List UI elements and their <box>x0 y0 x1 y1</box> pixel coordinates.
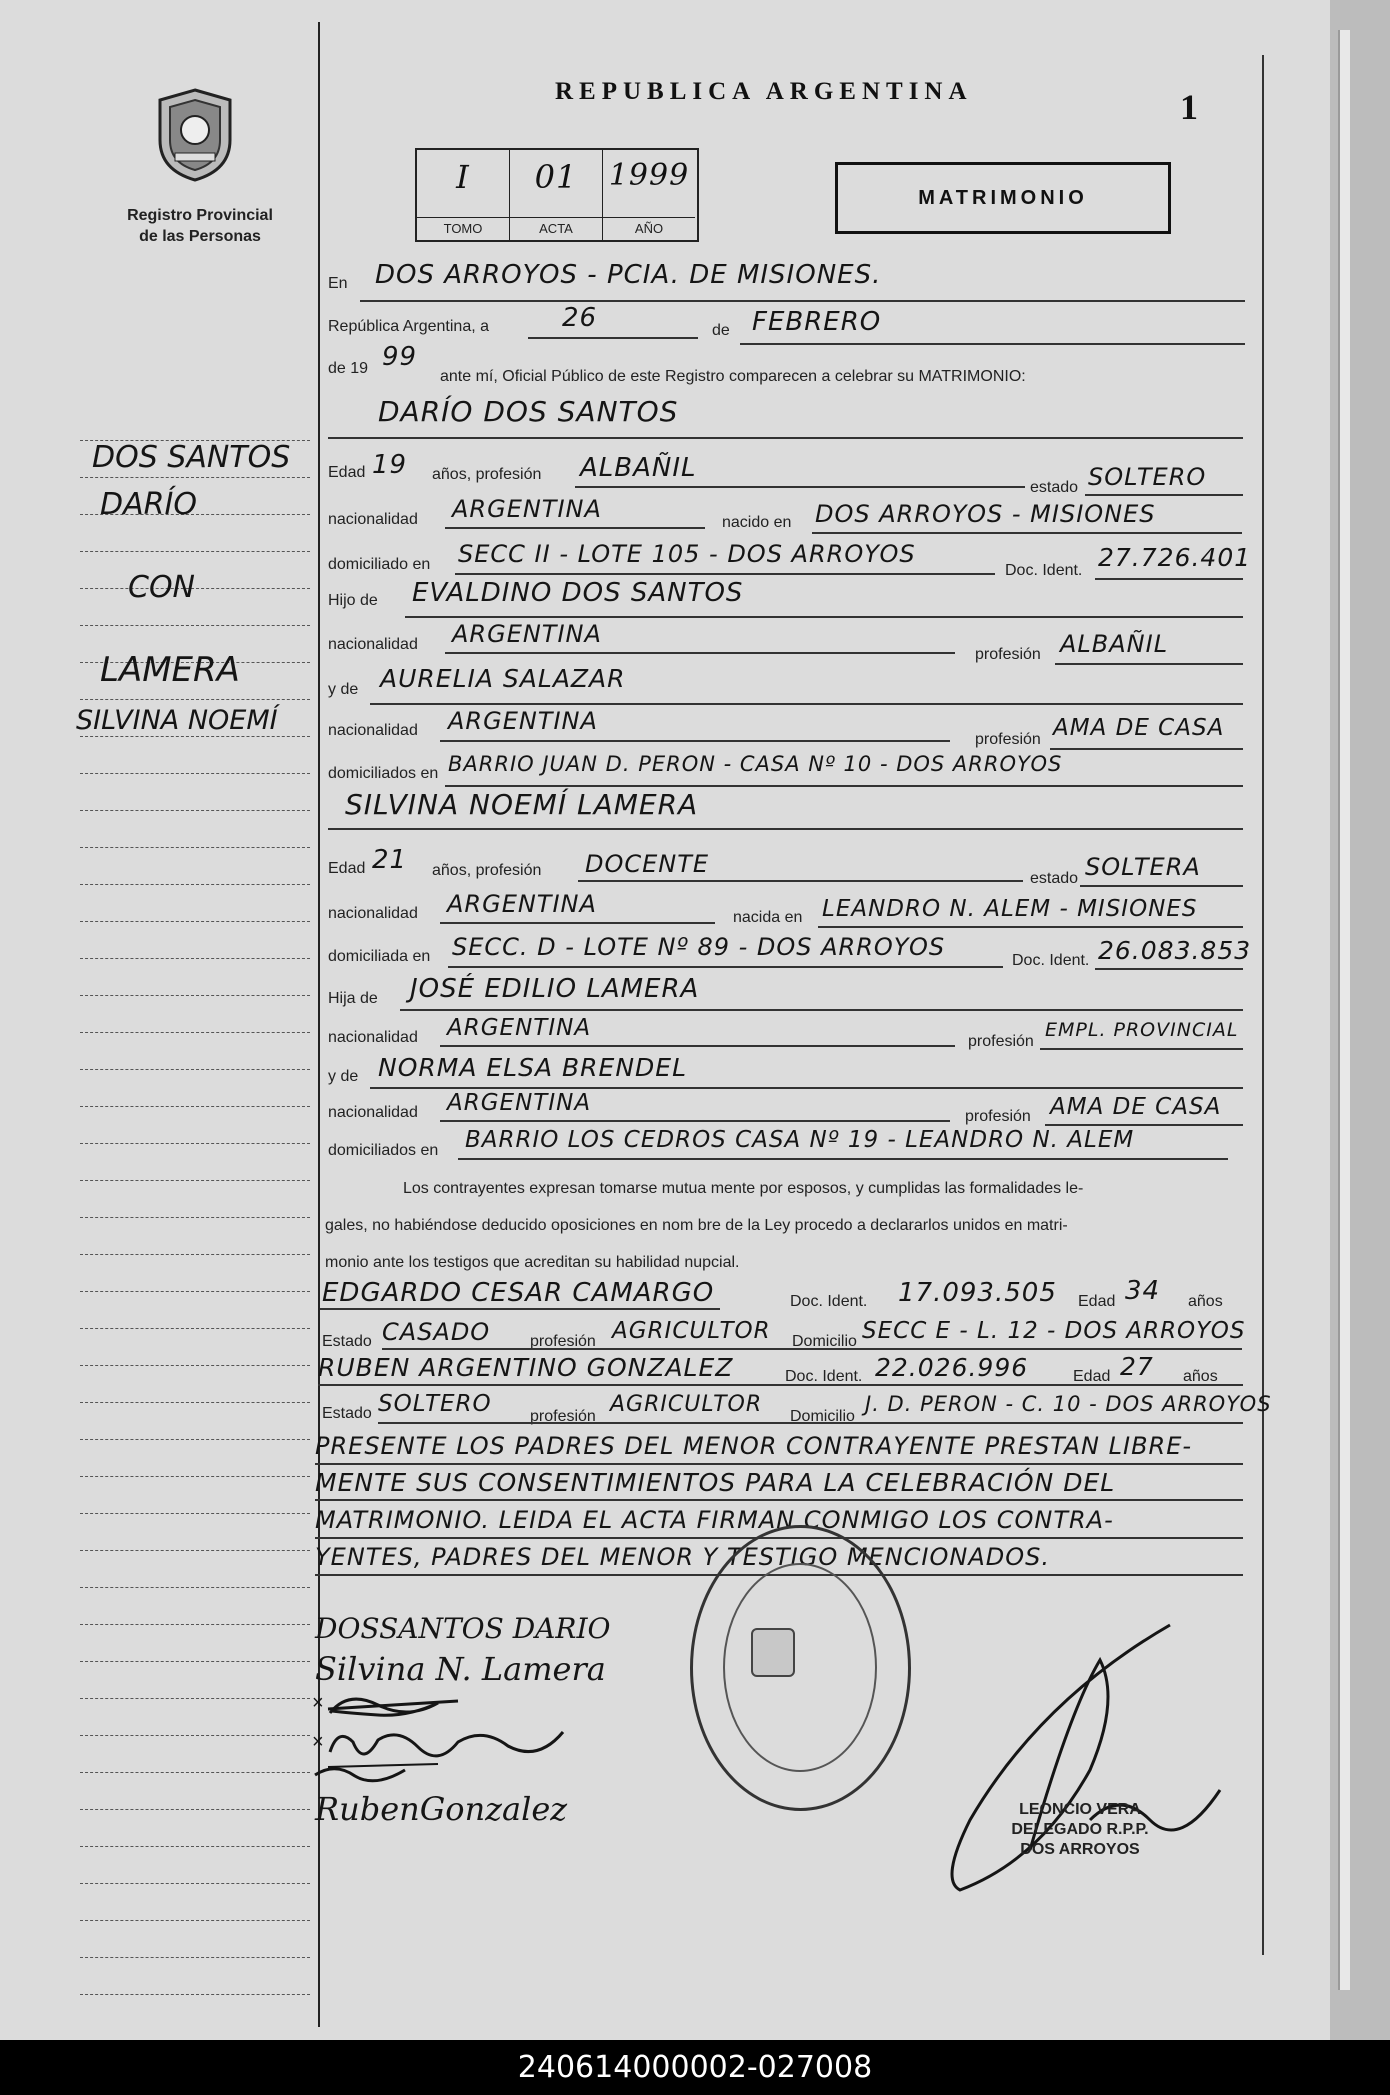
groom-yde-label: y de <box>328 681 359 698</box>
witness1-anos-label: años <box>1188 1293 1223 1310</box>
bride-yde-label: y de <box>328 1068 359 1085</box>
bride-estado: SOLTERA <box>1085 853 1201 881</box>
groom-birthplace: DOS ARROYOS - MISIONES <box>815 500 1156 528</box>
hija-label: Hija de <box>328 990 378 1007</box>
groom-father-nat-label: nacionalidad <box>328 636 418 653</box>
bride-father: JOSÉ EDILIO LAMERA <box>410 974 700 1004</box>
witness1-estado: CASADO <box>382 1318 491 1346</box>
notes-line-3: MATRIMONIO. LEIDA EL ACTA FIRMAN CONMIGO LOS CONTRA- <box>315 1506 1114 1534</box>
republica-label: República Argentina, a <box>328 318 489 335</box>
groom-dom-label: domiciliado en <box>328 556 431 573</box>
margin-rule-line <box>80 1365 310 1366</box>
groom-father: EVALDINO DOS SANTOS <box>412 578 744 608</box>
bride-birthplace: LEANDRO N. ALEM - MISIONES <box>822 896 1198 922</box>
witness2-profession: AGRICULTOR <box>610 1392 763 1417</box>
bride-mother-profession: AMA DE CASA <box>1050 1094 1222 1120</box>
witness1-age: 34 <box>1125 1276 1161 1306</box>
country-title: REPUBLICA ARGENTINA <box>555 78 973 105</box>
registry-line-1: Registro Provincial <box>127 207 273 224</box>
margin-rule-line <box>80 1772 310 1773</box>
margin-rule-line <box>80 625 310 626</box>
groom-name: DARÍO DOS SANTOS <box>378 395 679 428</box>
bride-father-nat-label: nacionalidad <box>328 1029 418 1046</box>
declaration-line-3: monio ante los testigos que acreditan su habilidad nupcial. <box>325 1254 740 1271</box>
witness2-name: RUBEN ARGENTINO GONZALEZ <box>318 1353 734 1382</box>
witness2-anos-label: años <box>1183 1368 1218 1385</box>
de19-label: de 19 <box>328 360 369 377</box>
bride-nacida-label: nacida en <box>733 909 803 926</box>
witness1-estado-label: Estado <box>322 1333 372 1350</box>
acta-label: ACTA <box>510 217 602 240</box>
margin-rule-line <box>80 1735 310 1736</box>
groom-mother-prof-label: profesión <box>975 731 1041 748</box>
acta-cell <box>510 150 602 240</box>
margin-rule-line <box>80 1994 310 1995</box>
bride-father-profession: EMPL. PROVINCIAL <box>1045 1019 1239 1041</box>
margin-rule-line <box>80 810 310 811</box>
margin-rule-line <box>80 1550 310 1551</box>
groom-doc-label: Doc. Ident. <box>1005 562 1083 579</box>
bride-parents-dom-label: domiciliados en <box>328 1142 439 1159</box>
witness1-prof-label: profesión <box>530 1333 596 1350</box>
registry-seal <box>690 1525 911 1811</box>
bride-father-prof-label: profesión <box>968 1033 1034 1050</box>
year-suffix: 99 <box>382 342 418 372</box>
groom-mother-nat-label: nacionalidad <box>328 722 418 739</box>
groom-nacido-label: nacido en <box>722 514 792 531</box>
margin-rule-line <box>80 1254 310 1255</box>
declaration-line-2: gales, no habiéndose deducido oposiciones en nom bre de la Ley procedo a declararlos unidos en matri- <box>325 1217 1068 1234</box>
groom-father-prof-label: profesión <box>975 646 1041 663</box>
bride-nationality: ARGENTINA <box>447 890 597 918</box>
margin-rule-line <box>80 1476 310 1477</box>
witness2-estado: SOLTERO <box>378 1391 492 1417</box>
witness1-address: SECC E - L. 12 - DOS ARROYOS <box>862 1318 1246 1344</box>
month-value: FEBRERO <box>752 307 882 337</box>
tomo-acta-ano-box <box>415 148 699 242</box>
margin-rule-line <box>80 1106 310 1107</box>
margin-rule-line <box>80 1439 310 1440</box>
groom-nationality: ARGENTINA <box>452 495 602 523</box>
declaration-paragraph <box>325 1170 1240 1281</box>
groom-nac-label: nacionalidad <box>328 511 418 528</box>
margin-rule-line <box>80 773 310 774</box>
notes-line-4: YENTES, PADRES DEL MENOR Y TESTIGO MENCIONADOS. <box>315 1543 1050 1571</box>
binding-edge <box>1330 0 1390 2040</box>
registry-line-2: de las Personas <box>139 228 261 245</box>
bride-anos-label: años, profesión <box>432 862 542 879</box>
witness1-name: EDGARDO CESAR CAMARGO <box>322 1278 715 1308</box>
margin-rule-line <box>80 1180 310 1181</box>
bride-profession: DOCENTE <box>585 850 710 878</box>
official-name: LEONCIO VERA <box>1019 1801 1141 1818</box>
margin-rule-line <box>80 995 310 996</box>
right-border <box>1262 55 1264 1955</box>
seal-emblem-icon <box>751 1628 795 1677</box>
en-label: En <box>328 275 348 292</box>
margin-surname-groom: DOS SANTOS <box>92 440 291 475</box>
margin-rule-line <box>80 1624 310 1625</box>
margin-rule-line <box>80 1032 310 1033</box>
record-type-box: MATRIMONIO <box>835 162 1171 234</box>
witness2-doc-label: Doc. Ident. <box>785 1368 863 1385</box>
official-place: DOS ARROYOS <box>1020 1841 1140 1858</box>
groom-parents-dom-label: domiciliados en <box>328 765 439 782</box>
signature-witness2: RubenGonzalez <box>315 1790 568 1828</box>
bride-dom-label: domiciliada en <box>328 948 431 965</box>
bride-doc: 26.083.853 <box>1098 936 1252 965</box>
bride-estado-label: estado <box>1030 870 1079 887</box>
tomo-value: I <box>456 158 470 196</box>
margin-rule-line <box>80 1957 310 1958</box>
margin-rule-line <box>80 1661 310 1662</box>
witness2-dom-label: Domicilio <box>790 1408 855 1425</box>
witness1-doc-label: Doc. Ident. <box>790 1293 868 1310</box>
declaration-line-1: Los contrayentes expresan tomarse mutua mente por esposos, y cumplidas las formalidades le- <box>403 1180 1084 1197</box>
margin-name-bride: SILVINA NOEMÍ <box>76 705 278 736</box>
bride-mother-nationality: ARGENTINA <box>447 1090 592 1116</box>
groom-estado-label: estado <box>1030 479 1079 496</box>
tomo-label: TOMO <box>417 217 509 240</box>
official-title: DELEGADO R.P.P. <box>1011 1821 1149 1838</box>
bride-parents-address: BARRIO LOS CEDROS CASA Nº 19 - LEANDRO N. ALEM <box>465 1127 1135 1153</box>
bride-mother-prof-label: profesión <box>965 1108 1031 1125</box>
witness1-profession: AGRICULTOR <box>612 1318 771 1344</box>
bride-name: SILVINA NOEMÍ LAMERA <box>345 788 699 821</box>
margin-surname-bride: LAMERA <box>100 650 240 690</box>
notes-line-2: MENTE SUS CONSENTIMIENTOS PARA LA CELEBRACIÓN DEL <box>315 1468 1116 1497</box>
official-stamp <box>985 1800 1175 1860</box>
margin-rule-line <box>80 1328 310 1329</box>
witness1-edad-label: Edad <box>1078 1293 1116 1310</box>
hijo-label: Hijo de <box>328 592 378 609</box>
witness2-estado-label: Estado <box>322 1405 372 1422</box>
witness2-address: J. D. PERON - C. 10 - DOS ARROYOS <box>865 1392 1272 1416</box>
margin-rule-line <box>80 847 310 848</box>
margin-rule-line <box>80 1920 310 1921</box>
groom-edad-label: Edad <box>328 464 366 481</box>
margin-name-groom: DARÍO <box>100 487 197 522</box>
groom-father-profession: ALBAÑIL <box>1060 630 1169 658</box>
bride-mother-nat-label: nacionalidad <box>328 1104 418 1121</box>
witness2-age: 27 <box>1120 1352 1154 1381</box>
provincial-emblem-icon <box>150 85 240 185</box>
bride-doc-label: Doc. Ident. <box>1012 952 1090 969</box>
margin-rule-line <box>80 1587 310 1588</box>
groom-estado: SOLTERO <box>1088 463 1207 491</box>
margin-rule-line <box>80 884 310 885</box>
svg-text:×: × <box>312 1731 324 1753</box>
signature-mark-5 <box>310 1760 420 1790</box>
margin-rule-line <box>80 736 310 737</box>
groom-anos-label: años, profesión <box>432 466 542 483</box>
appear-text: ante mí, Oficial Público de este Registro comparecen a celebrar su MATRIMONIO: <box>440 368 1026 385</box>
bride-address: SECC. D - LOTE Nº 89 - DOS ARROYOS <box>452 933 946 961</box>
signature-bride: Silvina N. Lamera <box>315 1650 606 1688</box>
bride-mother: NORMA ELSA BRENDEL <box>378 1053 688 1082</box>
margin-rule-line <box>80 699 310 700</box>
bride-edad-label: Edad <box>328 860 366 877</box>
groom-doc: 27.726.401 <box>1098 543 1252 572</box>
margin-rule-line <box>80 921 310 922</box>
groom-parents-address: BARRIO JUAN D. PERON - CASA Nº 10 - DOS ARROYOS <box>448 752 1063 776</box>
margin-rule-line <box>80 1402 310 1403</box>
groom-father-nationality: ARGENTINA <box>452 620 602 648</box>
bride-age: 21 <box>372 845 408 875</box>
margin-rule-line <box>80 1143 310 1144</box>
tomo-cell <box>417 150 509 240</box>
bride-father-nationality: ARGENTINA <box>447 1015 592 1041</box>
signature-groom: DOSSANTOS DARIO <box>315 1612 611 1645</box>
witness2-prof-label: profesión <box>530 1408 596 1425</box>
ano-value: 1999 <box>608 158 690 193</box>
footer-code: 240614000002-027008 <box>0 2040 1390 2095</box>
margin-rule-line <box>80 1809 310 1810</box>
margin-rule-line <box>80 1883 310 1884</box>
de-label: de <box>712 322 730 339</box>
groom-mother-profession: AMA DE CASA <box>1053 715 1225 741</box>
margin-rule-line <box>80 1069 310 1070</box>
margin-rule-line <box>80 958 310 959</box>
day-value: 26 <box>562 303 598 333</box>
margin-rule-line <box>80 1698 310 1699</box>
ano-cell <box>603 150 695 240</box>
witness2-edad-label: Edad <box>1073 1368 1111 1385</box>
witness2-doc: 22.026.996 <box>875 1353 1029 1382</box>
svg-text:×: × <box>312 1692 324 1714</box>
page-number: 1 <box>1180 87 1198 127</box>
notes-line-1: PRESENTE LOS PADRES DEL MENOR CONTRAYENTE PRESTAN LIBRE- <box>315 1432 1193 1460</box>
margin-rule-line <box>80 477 310 478</box>
groom-profession: ALBAÑIL <box>580 453 697 483</box>
margin-rule-line <box>80 1513 310 1514</box>
registry-label <box>105 205 295 247</box>
place-value: DOS ARROYOS - PCIA. DE MISIONES. <box>375 260 882 290</box>
groom-age: 19 <box>372 450 408 480</box>
margin-rule-line <box>80 1846 310 1847</box>
acta-value: 01 <box>534 158 578 196</box>
ano-label: AÑO <box>603 217 695 240</box>
margin-rule-line <box>80 551 310 552</box>
margin-rule-line <box>80 1217 310 1218</box>
witness1-doc: 17.093.505 <box>898 1278 1057 1308</box>
groom-mother-nationality: ARGENTINA <box>448 707 598 735</box>
margin-con: CON <box>128 570 196 605</box>
bride-nac-label: nacionalidad <box>328 905 418 922</box>
signature-mark-3 <box>308 1685 478 1725</box>
witness1-dom-label: Domicilio <box>792 1333 857 1350</box>
margin-rule-line <box>80 1291 310 1292</box>
groom-mother: AURELIA SALAZAR <box>380 664 626 693</box>
groom-address: SECC II - LOTE 105 - DOS ARROYOS <box>458 540 916 568</box>
